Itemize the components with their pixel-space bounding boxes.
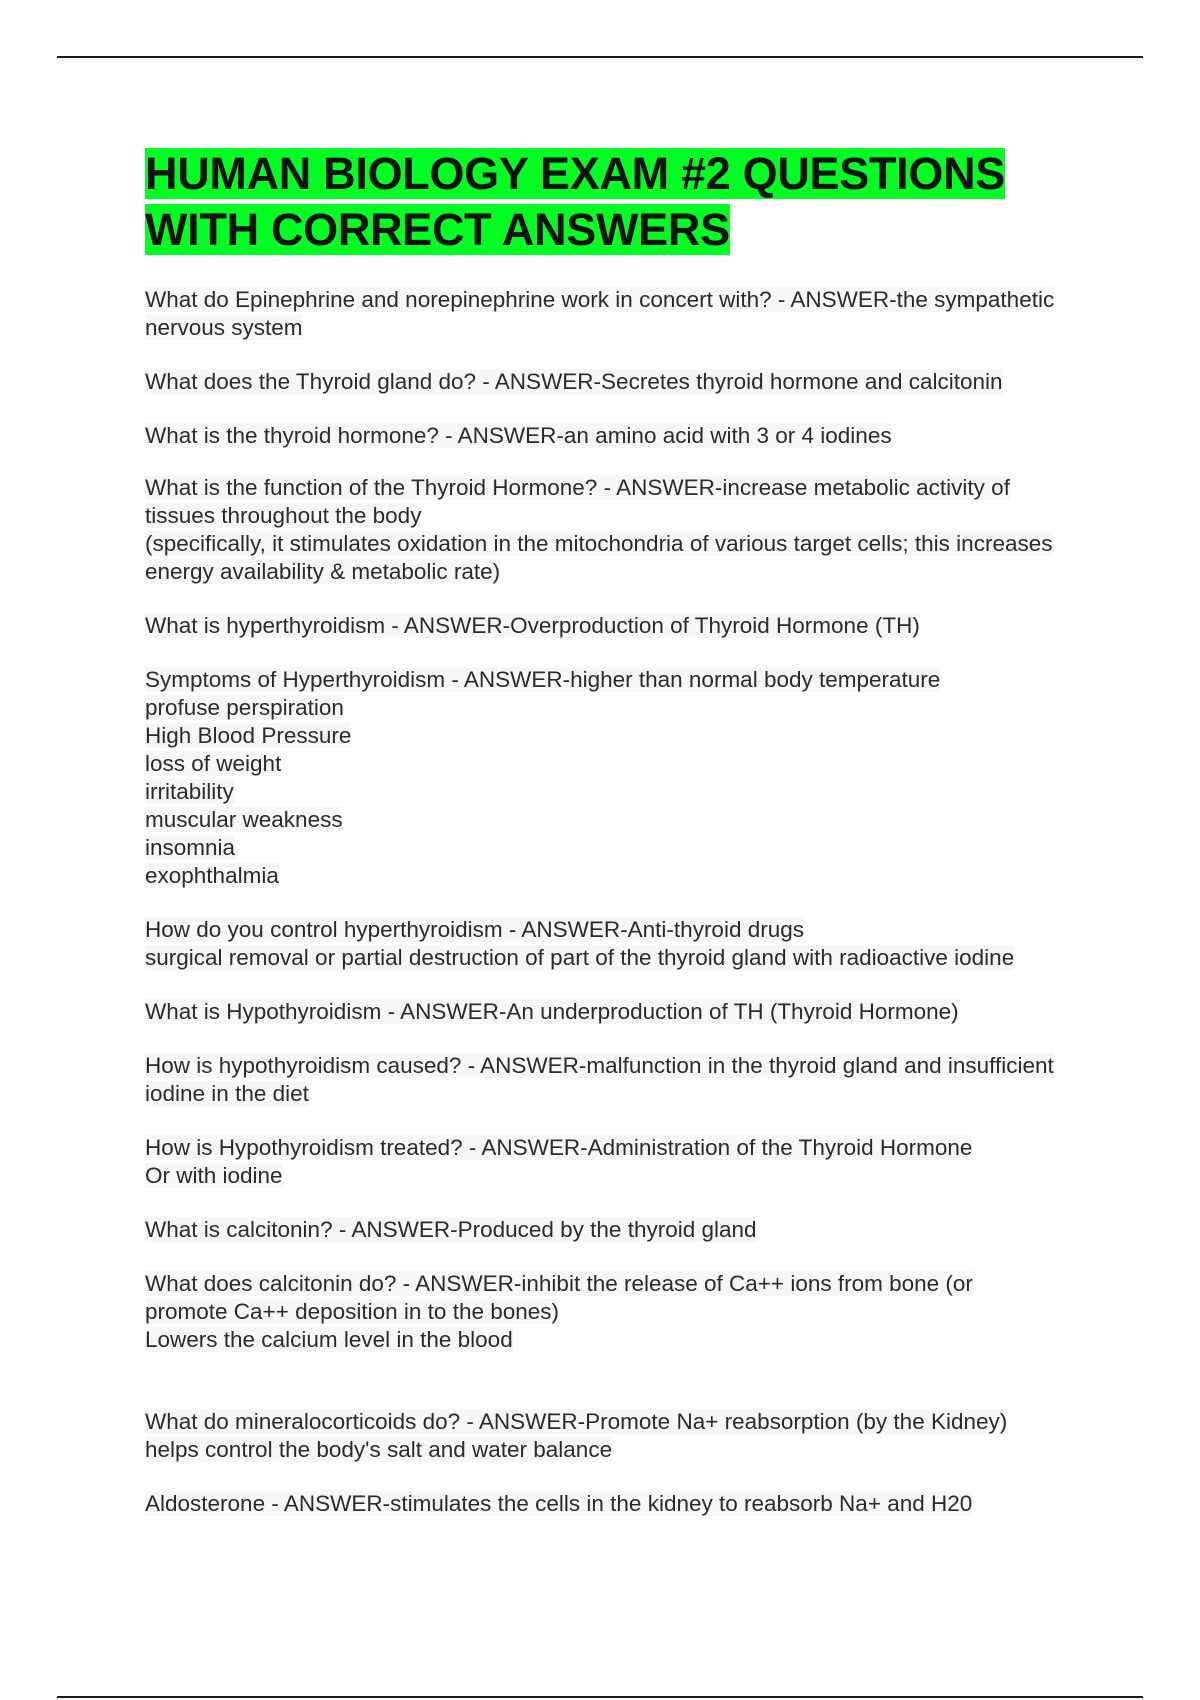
- qa-line-text: How is Hypothyroidism treated? - ANSWER-Administration of the Thyroid Hormone: [145, 1135, 973, 1160]
- qa-answer-line: [145, 1080, 1135, 1108]
- top-rule: [57, 56, 1143, 58]
- qa-line-text: tissues throughout the body: [145, 503, 422, 528]
- qa-answer-line: [145, 1298, 1135, 1326]
- qa-question-line: [145, 368, 1135, 396]
- qa-line-text: muscular weakness: [145, 807, 343, 832]
- qa-line-text: (specifically, it stimulates oxidation in the mitochondria of various target cells; this increases: [145, 531, 1053, 556]
- qa-answer-line: [145, 750, 1135, 778]
- qa-answer-line: [145, 530, 1135, 558]
- qa-question-line: [145, 1216, 1135, 1244]
- qa-line-text: exophthalmia: [145, 863, 279, 888]
- qa-line-text: profuse perspiration: [145, 695, 344, 720]
- qa-line-text: What is the thyroid hormone? - ANSWER-an amino acid with 3 or 4 iodines: [145, 423, 892, 448]
- document-body: [145, 146, 1135, 1518]
- qa-answer-line: [145, 806, 1135, 834]
- qa-item: [145, 1134, 1135, 1190]
- qa-line-text: Aldosterone - ANSWER-stimulates the cells in the kidney to reabsorb Na+ and H20: [145, 1491, 973, 1516]
- qa-item: [145, 998, 1135, 1026]
- qa-line-text: What do Epinephrine and norepinephrine work in concert with? - ANSWER-the sympathetic: [145, 287, 1055, 312]
- qa-item: [145, 1490, 1135, 1518]
- qa-line-text: What do mineralocorticoids do? - ANSWER-Promote Na+ reabsorption (by the Kidney): [145, 1409, 1008, 1434]
- qa-line-text: Or with iodine: [145, 1163, 283, 1188]
- qa-question-line: [145, 1134, 1135, 1162]
- qa-answer-line: [145, 834, 1135, 862]
- qa-line-text: High Blood Pressure: [145, 723, 352, 748]
- qa-item: [145, 612, 1135, 640]
- qa-item: [145, 286, 1135, 342]
- qa-line-text: irritability: [145, 779, 234, 804]
- qa-item: [145, 1052, 1135, 1108]
- qa-line-text: What does calcitonin do? - ANSWER-inhibit the release of Ca++ ions from bone (or: [145, 1271, 973, 1296]
- qa-line-text: insomnia: [145, 835, 236, 860]
- qa-answer-line: [145, 558, 1135, 586]
- qa-question-line: [145, 666, 1135, 694]
- qa-item: [145, 422, 1135, 450]
- qa-item: [145, 368, 1135, 396]
- qa-line-text: What is hyperthyroidism - ANSWER-Overproduction of Thyroid Hormone (TH): [145, 613, 920, 638]
- qa-line-text: surgical removal or partial destruction of part of the thyroid gland with radioactive iodine: [145, 945, 1015, 970]
- qa-line-text: What does the Thyroid gland do? - ANSWER-Secretes thyroid hormone and calcitonin: [145, 369, 1003, 394]
- qa-line-text: promote Ca++ deposition in to the bones): [145, 1299, 560, 1324]
- qa-line-text: Symptoms of Hyperthyroidism - ANSWER-higher than normal body temperature: [145, 667, 941, 692]
- qa-item: [145, 666, 1135, 890]
- qa-answer-line: [145, 314, 1135, 342]
- qa-line-text: helps control the body's salt and water balance: [145, 1437, 613, 1462]
- qa-line-text: energy availability & metabolic rate): [145, 559, 501, 584]
- qa-item: [145, 474, 1135, 586]
- qa-answer-line: [145, 722, 1135, 750]
- qa-answer-line: [145, 1436, 1135, 1464]
- qa-item: [145, 916, 1135, 972]
- qa-line-text: How is hypothyroidism caused? - ANSWER-malfunction in the thyroid gland and insufficient: [145, 1053, 1054, 1078]
- page-title: [145, 146, 1135, 258]
- qa-answer-line: [145, 944, 1135, 972]
- qa-answer-line: [145, 694, 1135, 722]
- qa-list: [145, 286, 1135, 1518]
- qa-question-line: [145, 1052, 1135, 1080]
- qa-line-text: nervous system: [145, 315, 303, 340]
- qa-item: [145, 1270, 1135, 1354]
- qa-line-text: How do you control hyperthyroidism - ANSWER-Anti-thyroid drugs: [145, 917, 804, 942]
- qa-question-line: [145, 422, 1135, 450]
- qa-question-line: [145, 916, 1135, 944]
- qa-line-text: What is calcitonin? - ANSWER-Produced by the thyroid gland: [145, 1217, 757, 1242]
- title-line-2: WITH CORRECT ANSWERS: [145, 204, 730, 255]
- qa-line-text: iodine in the diet: [145, 1081, 309, 1106]
- qa-question-line: [145, 474, 1135, 502]
- qa-line-text: Lowers the calcium level in the blood: [145, 1327, 513, 1352]
- bottom-rule: [57, 1696, 1143, 1698]
- title-line-1: HUMAN BIOLOGY EXAM #2 QUESTIONS: [145, 148, 1005, 199]
- qa-answer-line: [145, 1326, 1135, 1354]
- qa-item: [145, 1216, 1135, 1244]
- qa-question-line: [145, 1490, 1135, 1518]
- qa-question-line: [145, 998, 1135, 1026]
- qa-item: [145, 1408, 1135, 1464]
- qa-question-line: [145, 612, 1135, 640]
- qa-question-line: [145, 1270, 1135, 1298]
- qa-line-text: What is Hypothyroidism - ANSWER-An underproduction of TH (Thyroid Hormone): [145, 999, 959, 1024]
- qa-answer-line: [145, 1162, 1135, 1190]
- qa-question-line: [145, 286, 1135, 314]
- qa-question-line: [145, 1408, 1135, 1436]
- qa-line-text: loss of weight: [145, 751, 282, 776]
- qa-line-text: What is the function of the Thyroid Hormone? - ANSWER-increase metabolic activity of: [145, 475, 1010, 500]
- qa-answer-line: [145, 862, 1135, 890]
- qa-answer-line: [145, 502, 1135, 530]
- qa-answer-line: [145, 778, 1135, 806]
